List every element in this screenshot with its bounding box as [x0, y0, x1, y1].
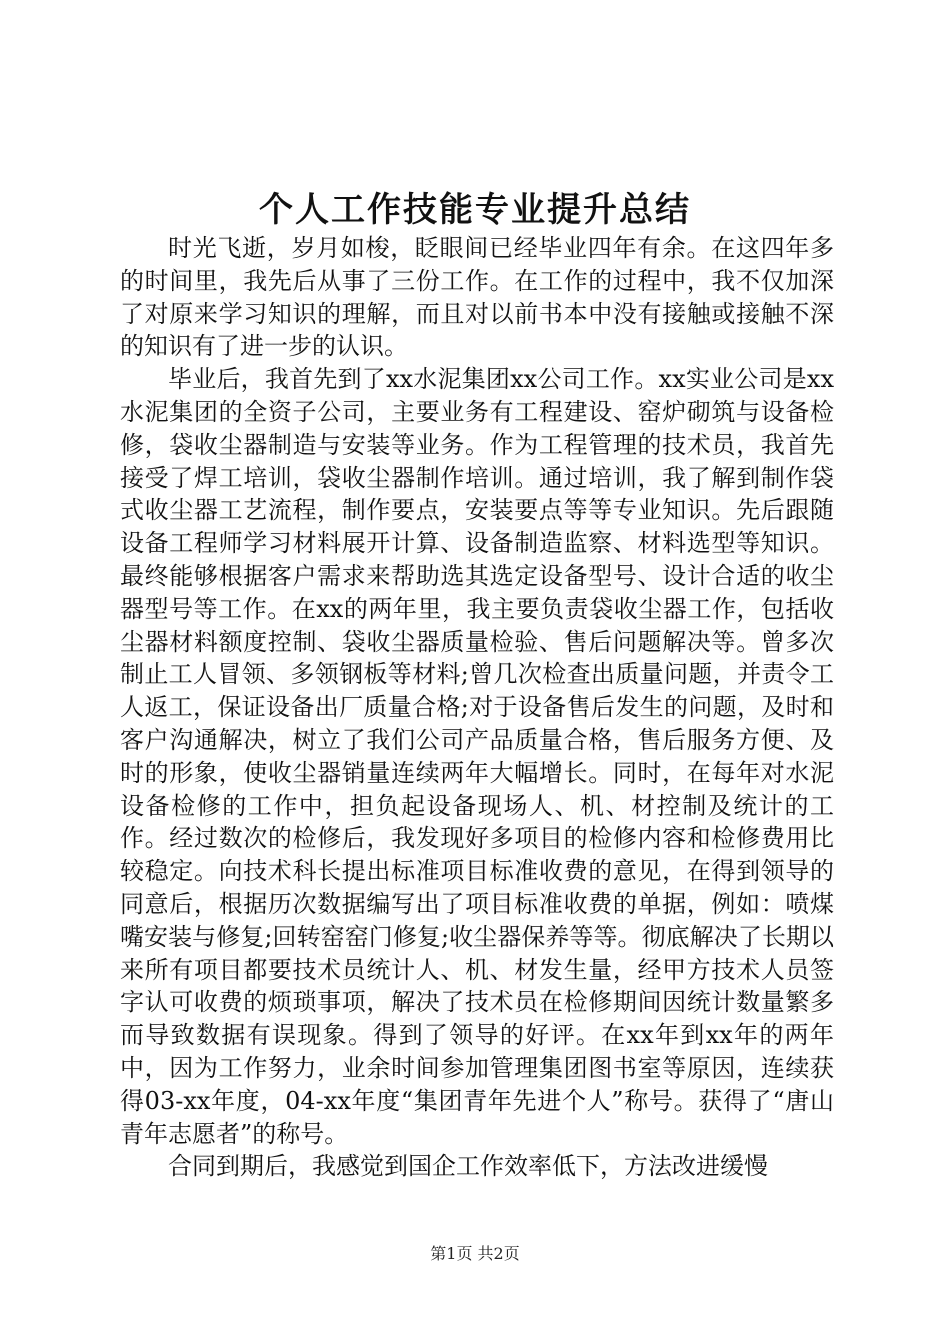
paragraph-first-job: 毕业后，我首先到了xx水泥集团xx公司工作。xx实业公司是xx水泥集团的全资子公司，主要业务有工程建设、窑炉砌筑与设备检修，袋收尘器制造与安装等业务。作为工程管理的技术员，我首先接受了焊工培训，袋收尘器制作培训。通过培训，我了解到制作袋式收尘器工艺流程，制作要点，安装要点等等专业知识。先后跟随设备工程师学习材料展开计算、设备制造监察、材料选型等知识。最终能够根据客户需求来帮助选其选定设备型号、设计合适的收尘器型号等工作。在xx的两年里，我主要负责袋收尘器工作，包括收尘器材料额度控制、袋收尘器质量检验、售后问题解决等。曾多次制止工人冒领、多领钢板等材料;曾几次检查出质量问题，并责令工人返工，保证设备出厂质量合格;对于设备售后发生的问题，及时和客户沟通解决，树立了我们公司产品质量合格，售后服务方便、及时的形象，使收尘器销量连续两年大幅增长。同时，在每年对水泥设备检修的工作中，担负起设备现场人、机、材控制及统计的工作。经过数次的检修后，我发现好多项目的检修内容和检修费用比较稳定。向技术科长提出标准项目标准收费的意见，在得到领导的同意后，根据历次数据编写出了项目标准收费的单据，例如：喷煤嘴安装与修复;回转窑窑门修复;收尘器保养等等。彻底解决了长期以来所有项目都要技术员统计人、机、材发生量，经甲方技术人员签字认可收费的烦琐事项，解决了技术员在检修期间因统计数量繁多而导致数据有误现象。得到了领导的好评。在xx年到xx年的两年中，因为工作努力，业余时间参加管理集团图书室等原因，连续获得03-xx年度，04-xx年度“集团青年先进个人”称号。获得了“唐山青年志愿者”的称号。	[120, 365, 834, 1148]
page-footer: 第1页 共2页	[430, 1244, 520, 1263]
paragraph-intro: 时光飞逝，岁月如梭，眨眼间已经毕业四年有余。在这四年多的时间里，我先后从事了三份工作。在工作的过程中，我不仅加深了对原来学习知识的理解，而且对以前书本中没有接触或接触不深的知识有了进一步的认识。	[120, 234, 834, 361]
document-title: 个人工作技能专业提升总结	[259, 190, 691, 230]
paragraph-contract-end: 合同到期后，我感觉到国企工作效率低下，方法改进缓慢	[168, 1152, 768, 1181]
document-body	[120, 232, 834, 1183]
